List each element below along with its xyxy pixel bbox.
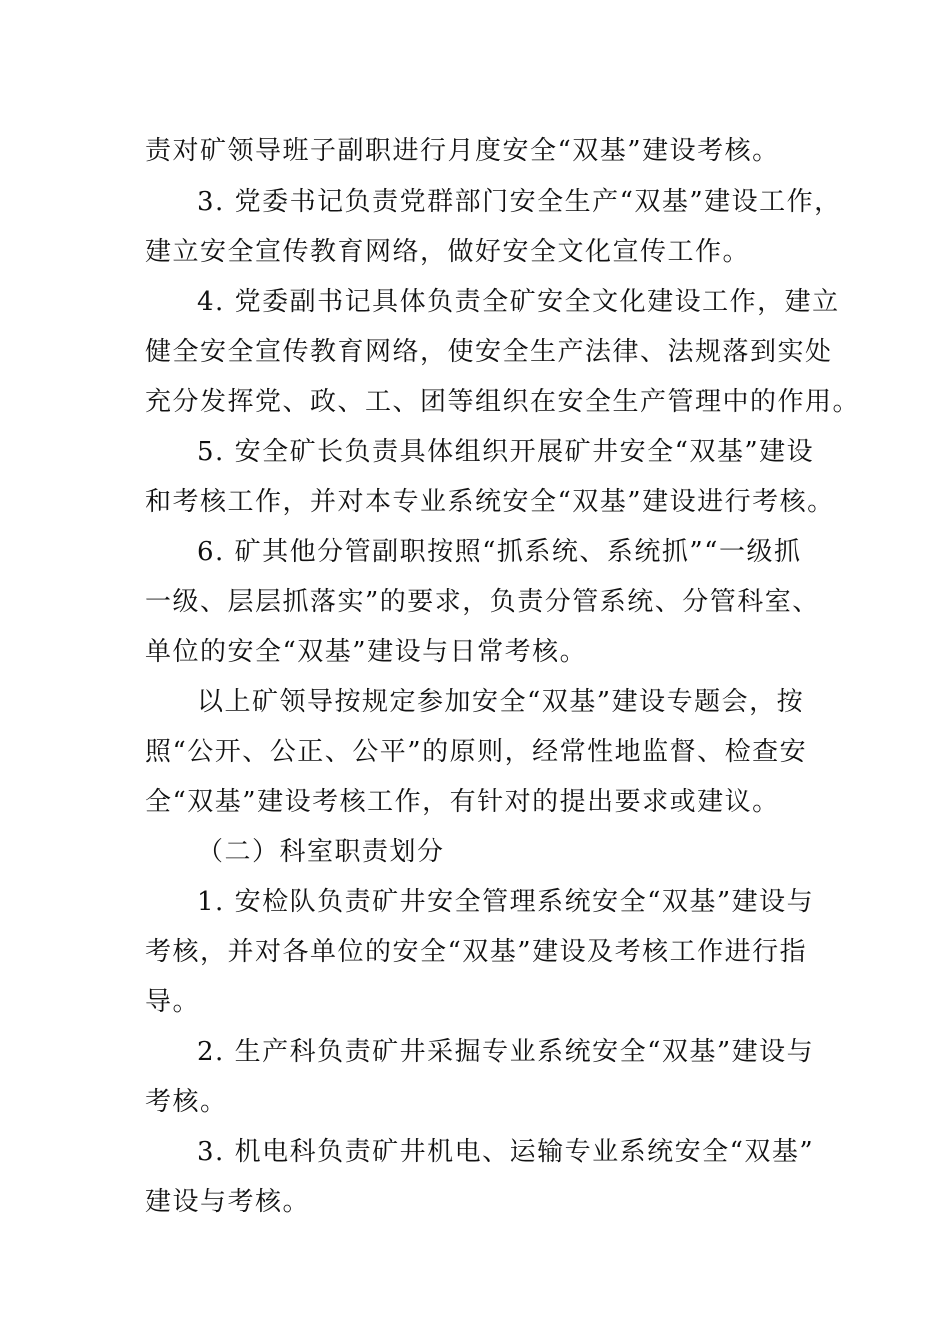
text-line: 3. 机电科负责矿井机电、运输专业系统安全“双基”	[197, 1137, 815, 1167]
text-line: 考核，并对各单位的安全“双基”建设及考核工作进行指	[145, 937, 808, 967]
text-line: 一级、层层抓落实”的要求，负责分管系统、分管科室、	[145, 587, 820, 617]
text-line: 5. 安全矿长负责具体组织开展矿井安全“双基”建设	[197, 437, 815, 467]
text-line: 6. 矿其他分管副职按照“抓系统、系统抓”“一级抓	[197, 537, 802, 567]
text-line: 充分发挥党、政、工、团等组织在安全生产管理中的作用。	[145, 387, 861, 417]
text-line: 照“公开、公正、公平”的原则，经常性地监督、检查安	[145, 737, 808, 767]
text-line: 3. 党委书记负责党群部门安全生产“双基”建设工作，	[197, 187, 842, 217]
text-line: 考核。	[145, 1087, 228, 1117]
text-line: 单位的安全“双基”建设与日常考核。	[145, 637, 588, 667]
text-line: 以上矿领导按规定参加安全“双基”建设专题会，按	[197, 687, 805, 717]
section-heading: （二）科室职责划分	[197, 837, 445, 867]
text-line: 建立安全宣传教育网络，做好安全文化宣传工作。	[145, 237, 751, 267]
text-line: 4. 党委副书记具体负责全矿安全文化建设工作，建立	[197, 287, 840, 317]
text-line: 和考核工作，并对本专业系统安全“双基”建设进行考核。	[145, 487, 835, 517]
text-line: 健全安全宣传教育网络，使安全生产法律、法规落到实处	[145, 337, 833, 367]
text-line: 全“双基”建设考核工作，有针对的提出要求或建议。	[145, 787, 780, 817]
text-line: 2. 生产科负责矿井采掘专业系统安全“双基”建设与	[197, 1037, 815, 1067]
text-line: 1. 安检队负责矿井安全管理系统安全“双基”建设与	[197, 887, 815, 917]
text-line: 导。	[145, 987, 201, 1017]
text-line: 责对矿领导班子副职进行月度安全“双基”建设考核。	[145, 136, 780, 166]
text-line: 建设与考核。	[145, 1187, 311, 1217]
